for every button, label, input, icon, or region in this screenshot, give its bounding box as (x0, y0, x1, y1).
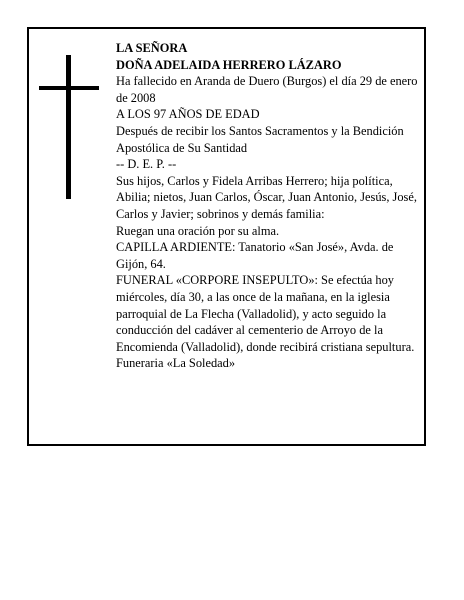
sacraments-line: Después de recibir los Santos Sacramentos y la Bendición Apostólica de Su Santidad (116, 123, 404, 155)
rip-line: -- D. E. P. -- (116, 157, 177, 172)
obituary-notice (27, 27, 426, 446)
cross-vertical-bar (66, 55, 71, 199)
title-line-1: LA SEÑORA (116, 41, 188, 55)
cross-horizontal-bar (39, 86, 99, 90)
latin-cross-icon (39, 55, 99, 199)
family-line: Sus hijos, Carlos y Fidela Arribas Herrero; hija política, Abilia; nietos, Juan Carlos, Óscar, Juan Antonio, Jesús, José, Carlos y Javier; sobrinos y demás familia: (116, 173, 417, 221)
death-info: Ha fallecido en Aranda de Duero (Burgos) el día 29 de enero de 2008 (116, 74, 418, 105)
funeral-info: FUNERAL «CORPORE INSEPULTO»: Se efectúa hoy miércoles, día 30, a las once de la mañana, en la iglesia parroquial de La Flecha (Valladolid), y acto seguido la conducción del cadáver al cementerio de Arroyo de la Encomienda (Valladolid), donde recibirá cristiana sepultura. (116, 273, 415, 354)
notice-text (116, 40, 422, 372)
prayer-request: Ruegan una oración por su alma. (116, 223, 280, 238)
funeral-home: Funeraria «La Soledad» (116, 356, 236, 371)
deceased-name: DOÑA ADELAIDA HERRERO LÁZARO (116, 57, 342, 72)
age-line: A LOS 97 AÑOS DE EDAD (116, 107, 260, 122)
chapel-info: CAPILLA ARDIENTE: Tanatorio «San José», Avda. de Gijón, 64. (116, 240, 394, 271)
